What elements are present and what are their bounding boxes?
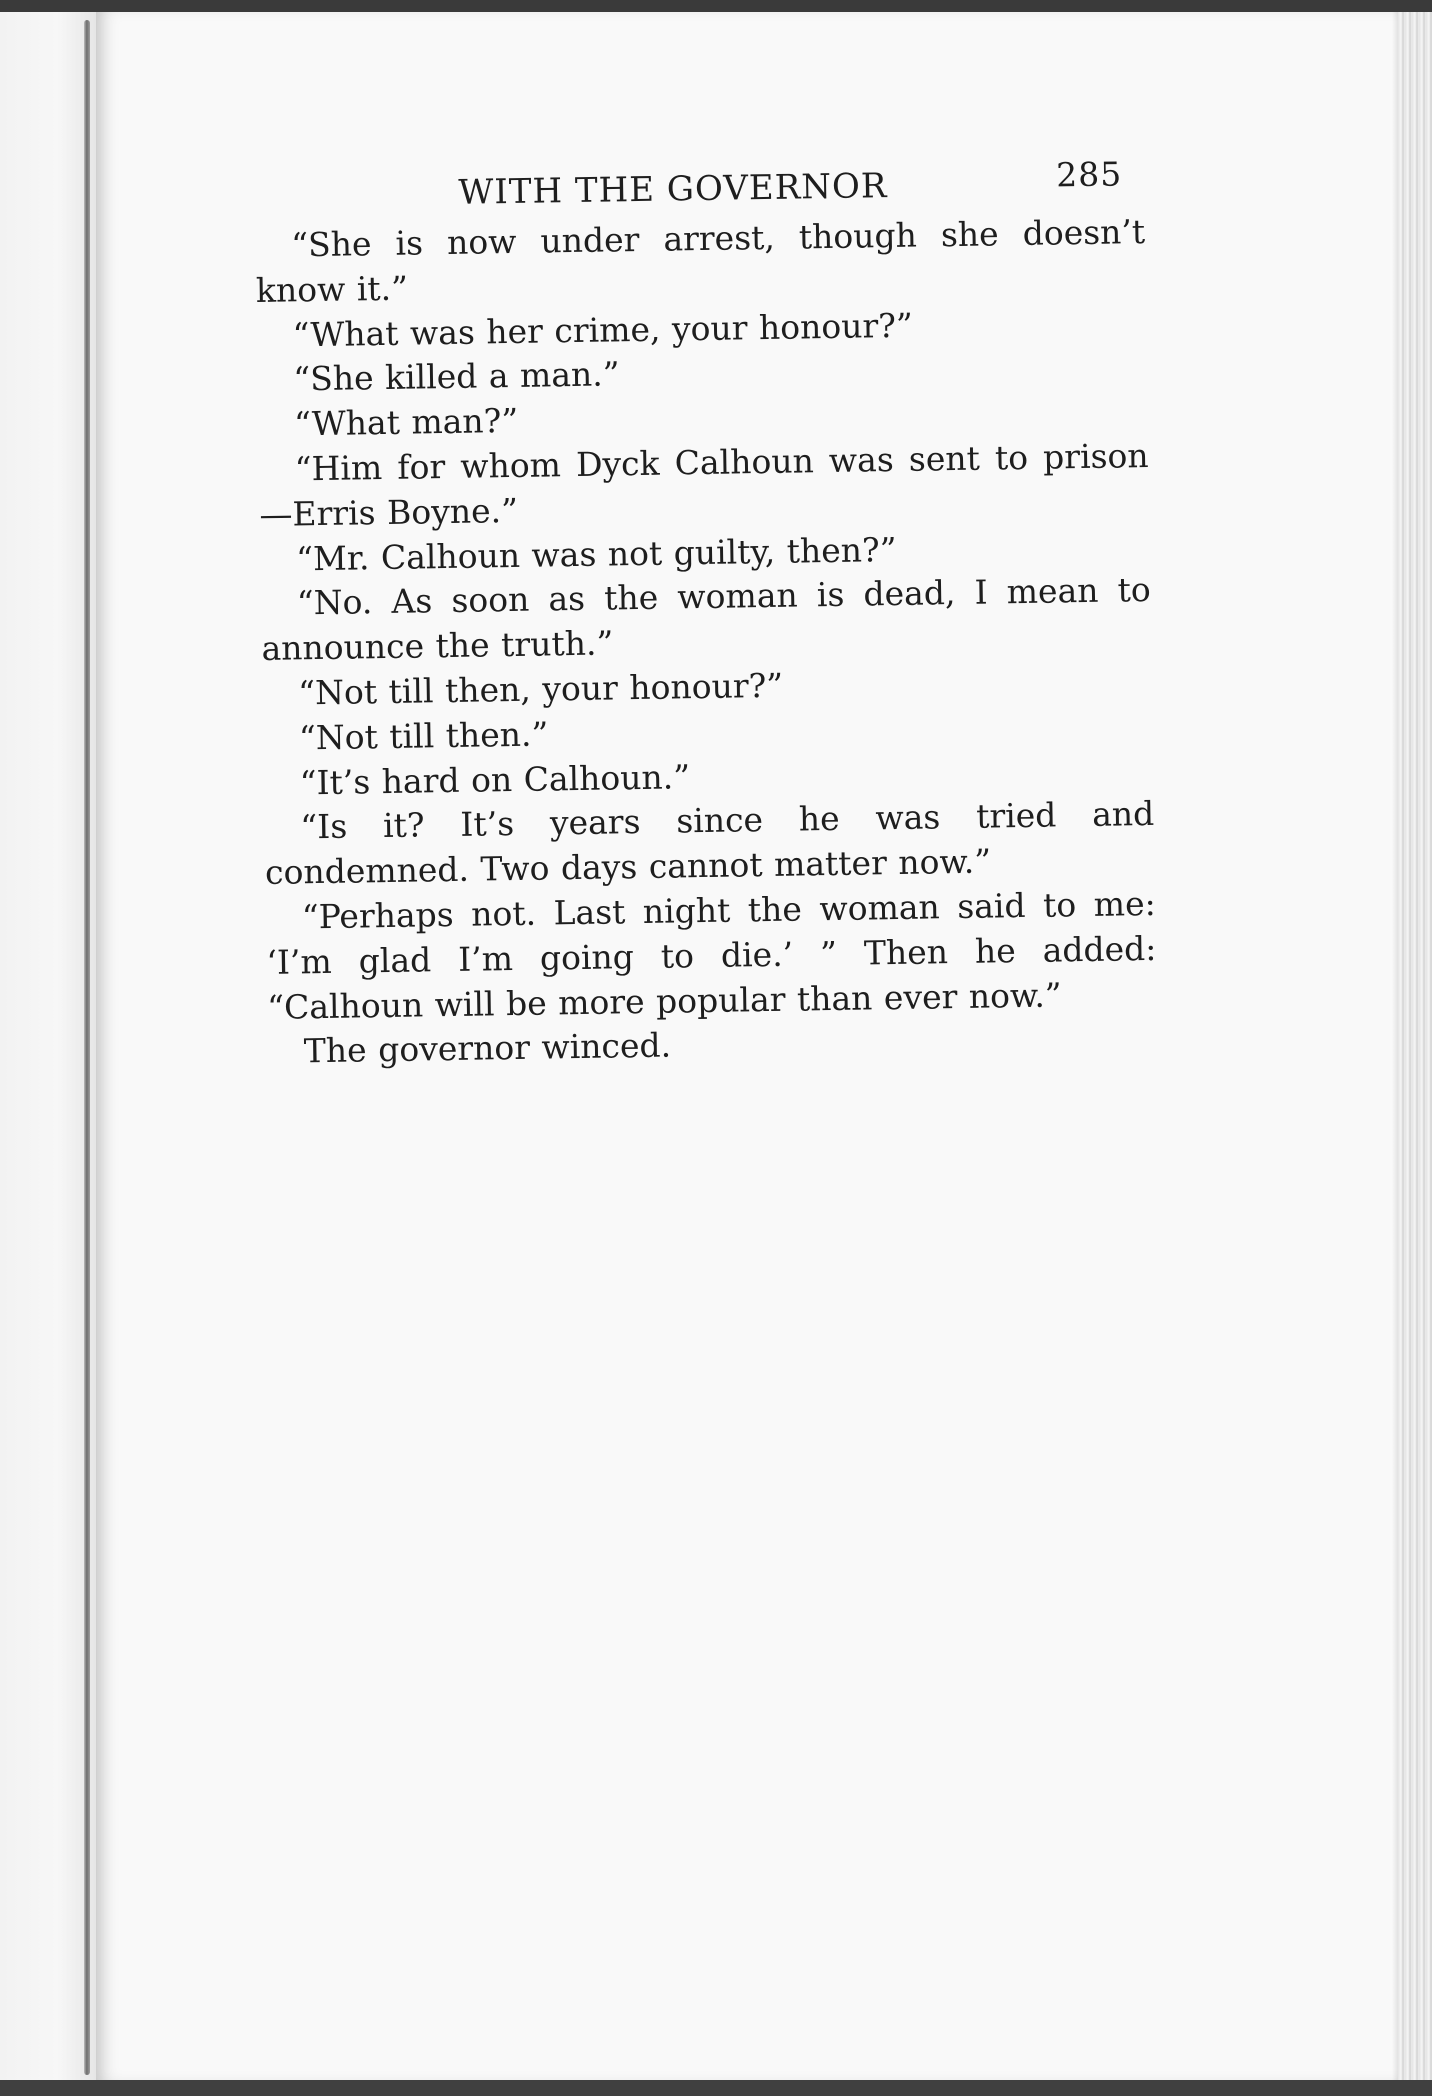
page-stack-edge (1398, 12, 1432, 2080)
paragraph: “It’s hard on Calhoun.” (299, 756, 691, 802)
page-number: 285 (1055, 154, 1123, 195)
paragraph: “Mr. Calhoun was not guilty, then?” (295, 529, 897, 578)
paragraph: “Not till then, your honour?” (297, 665, 784, 713)
running-head-title: WITH THE GOVERNOR (458, 166, 888, 213)
paragraph: “Is it? It’s years since he was tried and condemned. Two days cannot matter now.” (264, 794, 1155, 893)
paragraph: “What man?” (293, 401, 519, 444)
paragraph: “Not till then.” (298, 714, 549, 758)
scan-top-border (0, 0, 1432, 12)
scan-bottom-border (0, 2080, 1432, 2096)
paragraph: “No. As soon as the woman is dead, I mean to announce the truth.” (261, 570, 1152, 669)
page-content (254, 154, 1158, 1075)
paragraph: “She is now under arrest, though she doesn’t know it.” (255, 212, 1146, 310)
paragraph: “What was her crime, your honour?” (292, 305, 914, 355)
paragraph: “She killed a man.” (293, 354, 620, 399)
paragraph: The governor winced. (303, 1025, 672, 1071)
text-body (255, 210, 1158, 1075)
book-spine-gutter (84, 20, 90, 2075)
paragraph: “Perhaps not. Last night the woman said to me: ‘I’m glad I’m going to die.’ ” Then he added: “Calhoun will be more popular than ever now.” (266, 883, 1157, 1027)
facing-page-edge (0, 12, 96, 2080)
paragraph: “Him for whom Dyck Calhoun was sent to prison —Erris Boyne.” (259, 435, 1149, 534)
